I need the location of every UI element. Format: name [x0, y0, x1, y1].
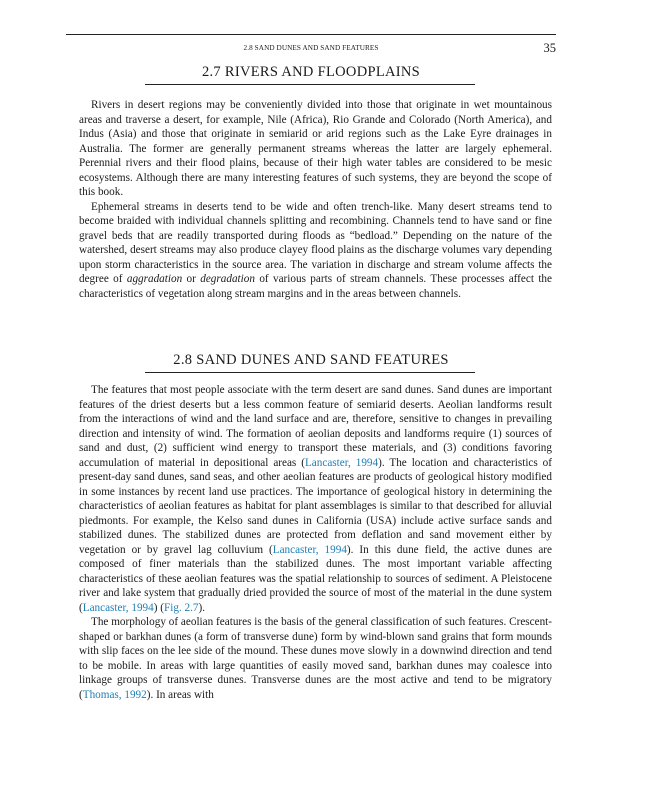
paragraph: Ephemeral streams in deserts tend to be wide and often trench-like. Many desert streams tend to become braided with individual channels splitting and recombining. Channels tend to have sand or fine gravel beds that are readily transported during floods as “bedload.” Depending on the nature of the watershed, desert streams may also produce clayey flood plains as the discharge volumes vary depending upon storm characteristics in the source area. The variation in discharge and stream volume affects the degree of aggradation or degradation of various parts of stream channels. These processes affect the characteristics of vegetation along stream margins and in the areas between channels.: [79, 200, 552, 300]
section-body-rivers: [79, 98, 552, 301]
citation-link[interactable]: Thomas, 1992: [82, 688, 147, 701]
emphasis: degradation: [200, 273, 255, 285]
top-rule: [66, 34, 556, 35]
citation-link[interactable]: Lancaster, 1994: [272, 543, 347, 556]
page-number: 35: [543, 41, 556, 55]
section-heading-sand-dunes: 2.8 SAND DUNES AND SAND FEATURES: [173, 352, 449, 368]
citation-link[interactable]: Lancaster, 1994: [304, 456, 379, 469]
paragraph: The features that most people associate with the term desert are sand dunes. Sand dunes are important features of the driest deserts but a less common feature of semiarid deserts. Aeolian landforms result from the interactions of wind and the land surface and are, therefore, sensitive to changes in prevailing direction and intensity of wind. The formation of aeolian deposits and landforms require (1) sources of sand and dust, (2) sufficient wind energy to transport these materials, and (3) conditions favoring accumulation of material in depositional areas (Lancaster, 1994). The location and characteristics of present-day sand dunes, sand seas, and other aeolian features are products of geological history modified in some instances by recent land use practices. The importance of geological history in determining the characteristics of aeolian features as habitat for plant assemblages is similar to that described for alluvial piedmonts. For example, the Kelso sand dunes in California (USA) include active surface sands and stabilized dunes. The stabilized dunes are protected from deflation and sand movement either by vegetation or by gravel lag colluvium (Lancaster, 1994). In this dune field, the active dunes are composed of finer materials than the stabilized dunes. The most important variable affecting characteristics of these aeolian features was the spatial relationship to sources of sediment. A Pleistocene river and lake system that gradually dried provided the source of most of the material in the dune system (Lancaster, 1994) (Fig. 2.7).: [79, 384, 553, 614]
heading-rule: [145, 84, 475, 85]
section-heading-rivers: 2.7 RIVERS AND FLOODPLAINS: [201, 64, 421, 80]
running-head-title: 2.8 SAND DUNES AND SAND FEATURES: [243, 44, 379, 52]
heading-rule: [145, 372, 475, 373]
section-body-sand-dunes: [79, 383, 552, 702]
figure-link[interactable]: Fig. 2.7: [163, 601, 199, 614]
citation-link[interactable]: Lancaster, 1994: [82, 601, 154, 614]
running-head: [66, 42, 556, 56]
emphasis: aggradation: [126, 273, 183, 285]
paragraph: Rivers in desert regions may be conveniently divided into those that originate in wet mountainous areas and traverse a desert, for example, Nile (Africa), Rio Grande and Colorado (North America), and Indus (Asia) and those that originate in semiarid or arid regions such as the Lake Eyre drainages in Australia. The former are generally permanent streams whereas the latter are largely ephemeral. Perennial rivers and their flood plains, because of their high water tables are considered to be mesic ecosystems. Although there are many interesting features of such systems, they are beyond the scope of this book.: [79, 99, 552, 198]
paragraph: The morphology of aeolian features is the basis of the general classification of such features. Crescent-shaped or barkhan dunes (a form of transverse dune) form by wind-blown sand grains that form mounds with slip faces on the lee side of the mound. These dunes move slowly in a downwind direction and tend to be mobile. In areas with large quantities of easily moved sand, barkhan dunes may coalesce into linkage groups of transverse dunes. Transverse dunes are the most active and tend to be migratory (Thomas, 1992). In areas with: [79, 616, 552, 701]
